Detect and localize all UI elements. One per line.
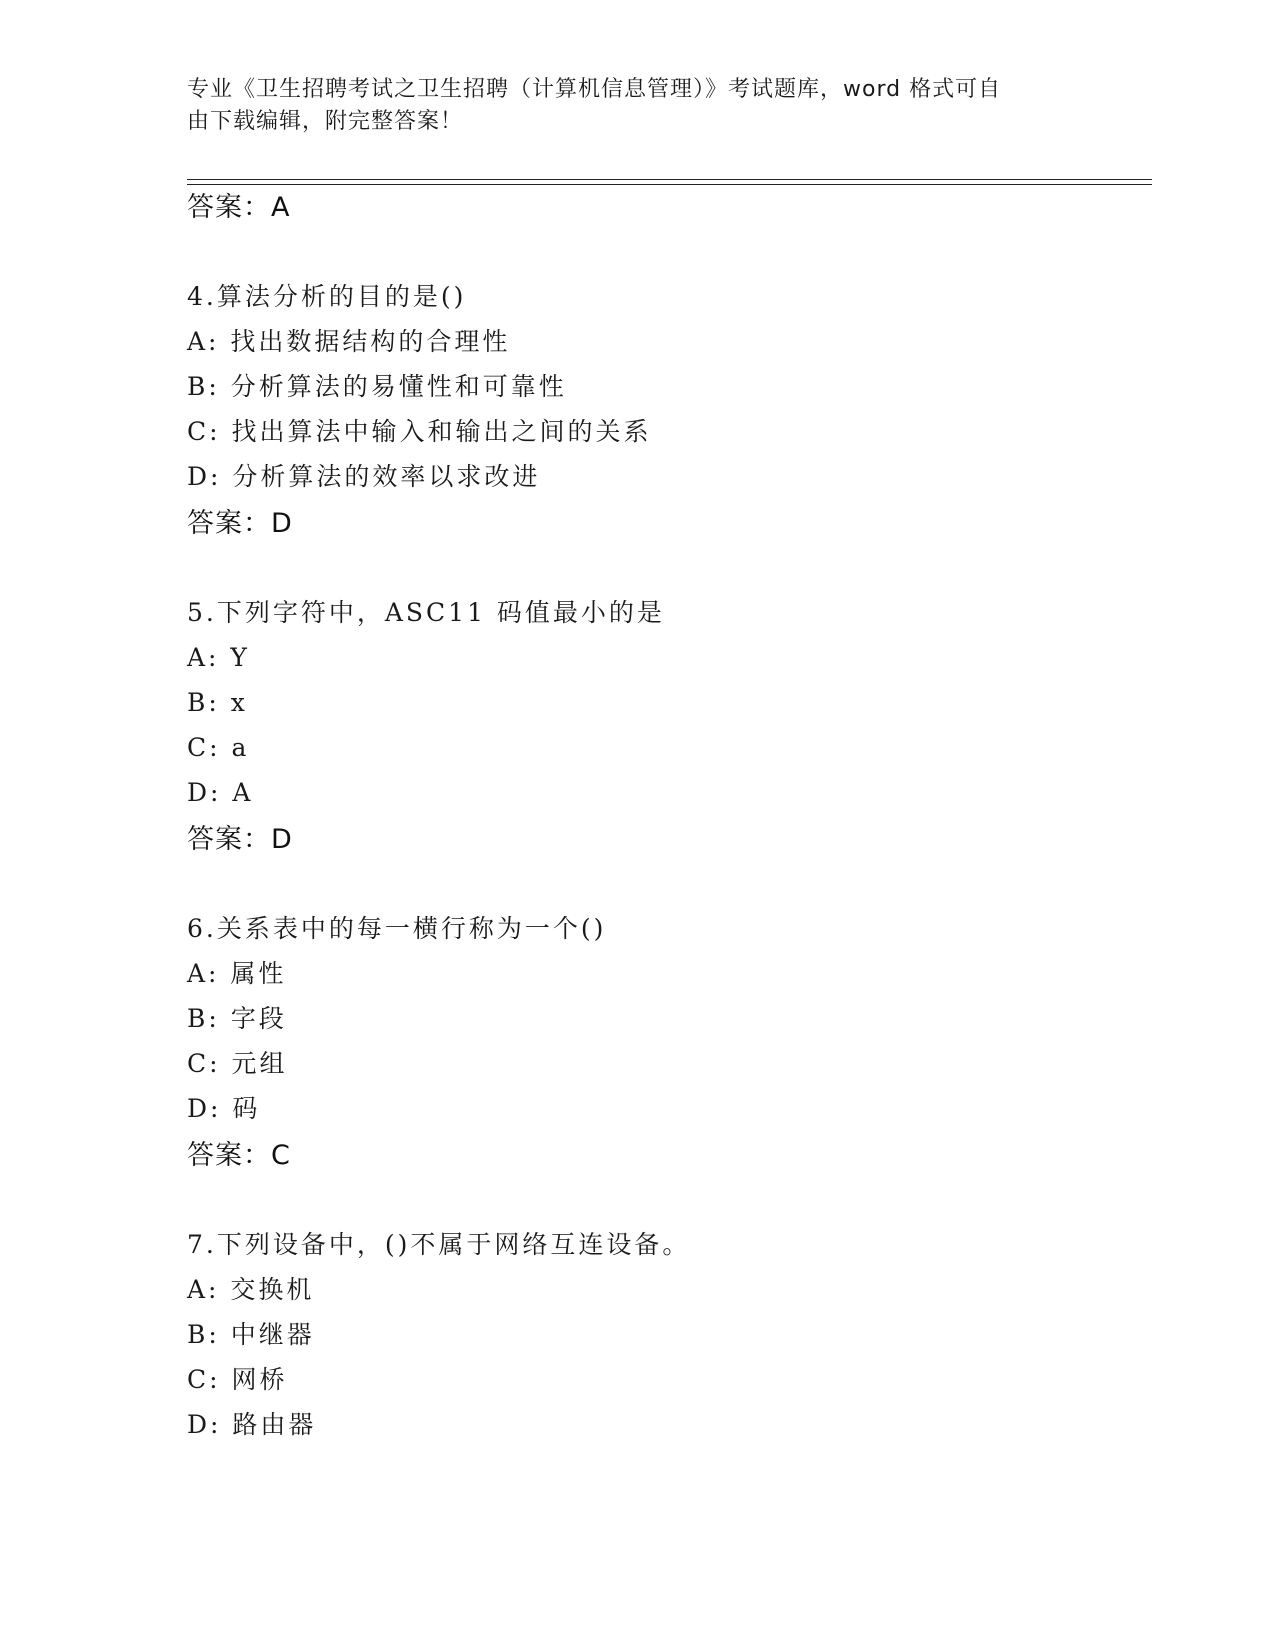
- question-7-option-a: A: 交换机: [187, 1275, 315, 1304]
- header-line-1: 专业《卫生招聘考试之卫生招聘（计算机信息管理）》考试题库，word 格式可自: [187, 77, 1002, 102]
- question-7-option-b: B: 中继器: [187, 1320, 315, 1349]
- question-4-stem: 4.算法分析的目的是(): [187, 282, 467, 311]
- question-4-option-c: C: 找出算法中输入和输出之间的关系: [187, 417, 652, 446]
- question-7-stem: 7.下列设备中，()不属于网络互连设备。: [187, 1230, 691, 1259]
- question-5-stem: 5.下列字符中，ASC11 码值最小的是: [187, 598, 665, 627]
- question-4-option-d: D: 分析算法的效率以求改进: [187, 462, 541, 491]
- question-6-option-c: C: 元组: [187, 1049, 288, 1078]
- question-7-option-c: C: 网桥: [187, 1365, 288, 1394]
- document-header: [187, 74, 1087, 138]
- header-divider-bottom: [187, 184, 1152, 185]
- question-4-answer: 答案：D: [187, 508, 293, 539]
- question-5-option-b: B: x: [187, 688, 248, 717]
- question-6-answer: 答案：C: [187, 1140, 291, 1171]
- question-7-option-d: D: 路由器: [187, 1410, 317, 1439]
- answer-previous: 答案：A: [187, 192, 291, 223]
- question-4-option-a: A: 找出数据结构的合理性: [187, 327, 511, 356]
- header-line-2: 由下载编辑，附完整答案！: [187, 109, 464, 134]
- question-5-option-d: D: A: [187, 778, 254, 807]
- question-6-option-a: A: 属性: [187, 959, 287, 988]
- question-5-option-c: C: a: [187, 733, 250, 762]
- question-6-option-b: B: 字段: [187, 1004, 287, 1033]
- question-5-option-a: A: Y: [187, 643, 250, 672]
- question-4-option-b: B: 分析算法的易懂性和可靠性: [187, 372, 567, 401]
- question-6-stem: 6.关系表中的每一横行称为一个(): [187, 914, 607, 943]
- question-6-option-d: D: 码: [187, 1094, 261, 1123]
- question-5-answer: 答案：D: [187, 824, 293, 855]
- header-divider-top: [187, 179, 1152, 180]
